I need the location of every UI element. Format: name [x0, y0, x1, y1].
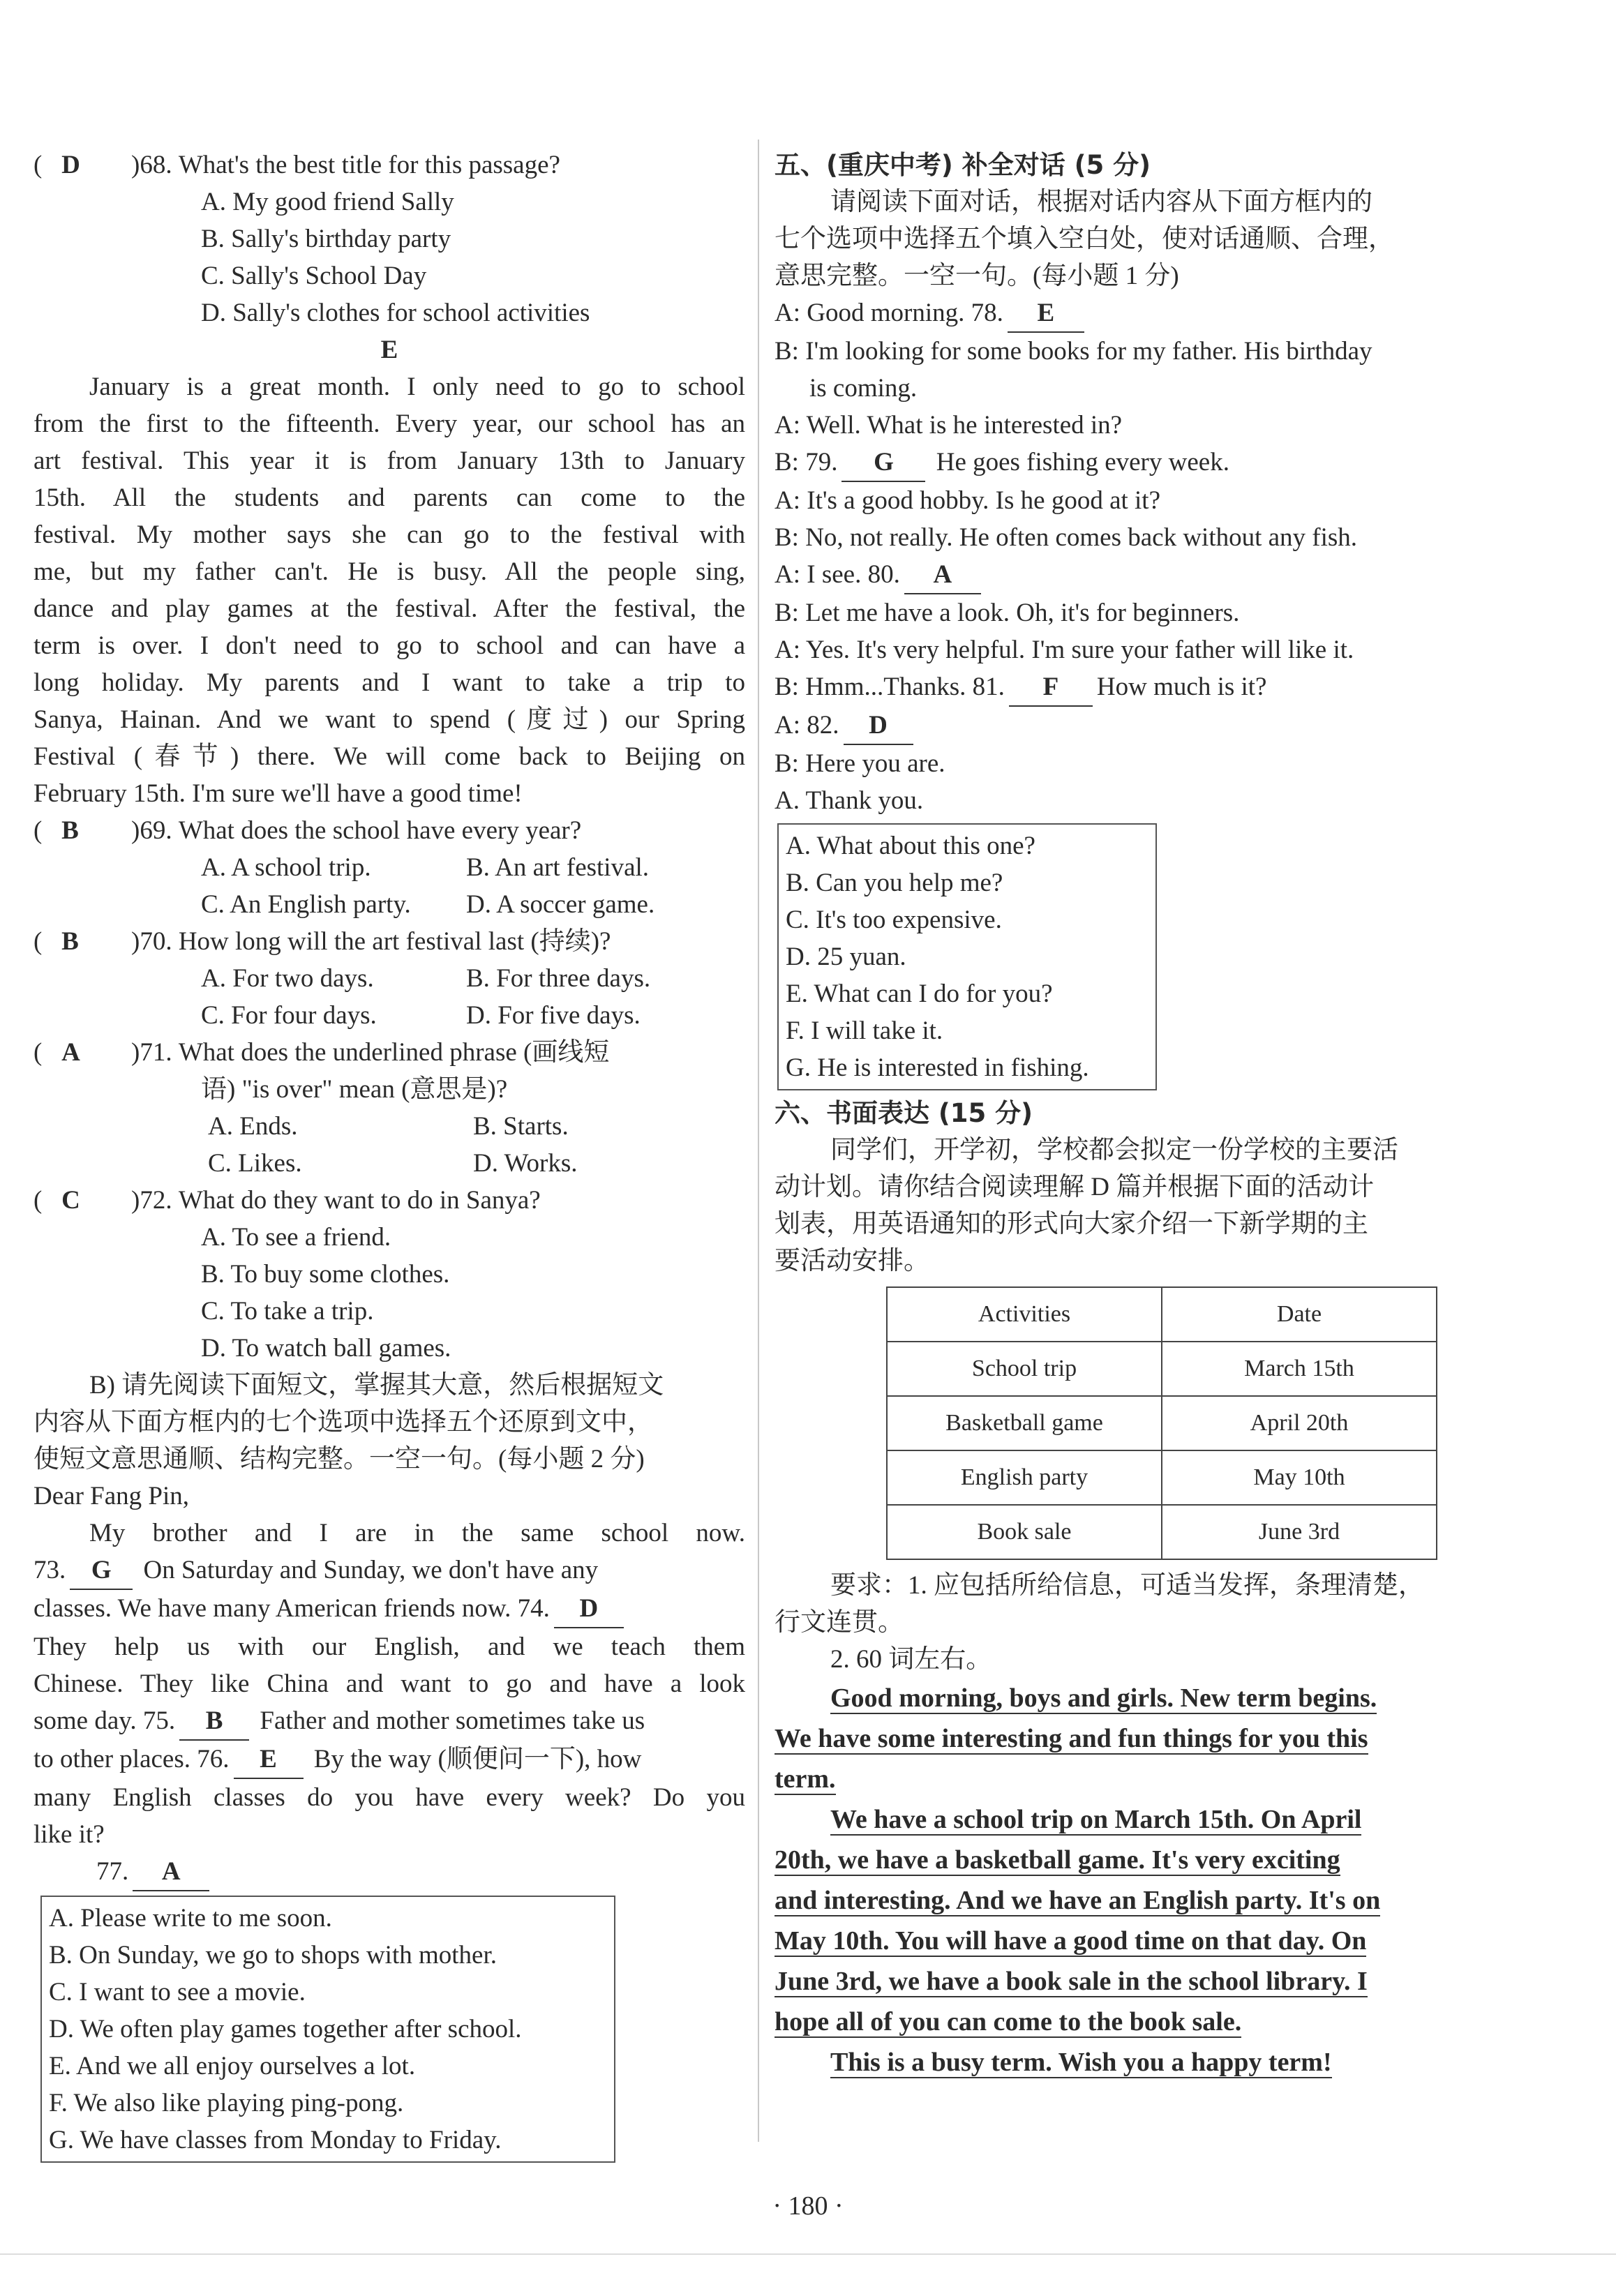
box-option: C. I want to see a movie. [49, 1978, 306, 2006]
right-column [775, 147, 1486, 2083]
passage-line: term is over. I don't need to go to school and can have a [33, 631, 745, 660]
question-72: ( C )72. What do they want to do in Sanya? [33, 1182, 745, 1219]
answer-78: E [1008, 294, 1084, 333]
passage-line: February 15th. I'm sure we'll have a good time! [33, 779, 523, 808]
instruction-line: 意思完整。一空一句。(每小题 1 分) [775, 262, 1179, 290]
table-cell: Book sale [887, 1505, 1162, 1559]
answer-76: E [234, 1741, 304, 1779]
dialogue-text: B: 79. [775, 448, 838, 477]
option: B. An art festival. [466, 853, 650, 882]
dialogue-line: B: Here you are. [775, 749, 945, 778]
instruction-line: 划表，用英语通知的形式向大家介绍一下新学期的主 [775, 1210, 1368, 1238]
answer-72: C [61, 1186, 80, 1215]
essay-line: Good morning, boys and girls. New term begins. [830, 1683, 1377, 1713]
left-column [33, 147, 745, 2167]
letter-text: Father and mother sometimes take us [260, 1706, 645, 1735]
dialogue-line: B: Let me have a look. Oh, it's for beginners. [775, 599, 1240, 627]
table-cell: Basketball game [887, 1396, 1162, 1450]
answer-70: B [61, 927, 79, 956]
answer-69: B [61, 816, 79, 845]
instruction-line: 使短文意思通顺、结构完整。一空一句。(每小题 2 分) [33, 1445, 645, 1473]
essay-line: and interesting. And we have an English party. It's on [775, 1886, 1381, 1915]
requirement-line: 2. 60 词左右。 [830, 1645, 992, 1674]
essay-line: We have a school trip on March 15th. On April [830, 1805, 1362, 1834]
table-cell: School trip [887, 1342, 1162, 1396]
option: C. Likes. [208, 1149, 302, 1178]
option: D. To watch ball games. [201, 1334, 451, 1363]
requirement-line: 要求：1. 应包括所给信息，可适当发挥，条理清楚， [830, 1571, 1424, 1600]
passage-line: long holiday. My parents and I want to take a trip to [33, 668, 745, 697]
q-num: )68. [131, 151, 172, 179]
essay-line: hope all of you can come to the book sale. [775, 2007, 1242, 2036]
box-option: A. Please write to me soon. [49, 1904, 332, 1933]
option: A. For two days. [201, 964, 374, 993]
options-box-dialogue [777, 823, 1157, 1090]
dialogue-text: A: I see. 80. [775, 560, 900, 589]
option: C. Sally's School Day [201, 262, 427, 290]
instruction-line: B) 请先阅读下面短文，掌握其大意，然后根据短文 [89, 1371, 664, 1400]
option-row [33, 1108, 745, 1145]
letter-text: some day. 75. [33, 1706, 176, 1735]
dialogue-line [775, 707, 1486, 745]
letter-text: classes. We have many American friends now. 74. [33, 1594, 550, 1623]
box-option: F. I will take it. [786, 1016, 943, 1045]
passage-line: January is a great month. I only need to go to school [89, 373, 745, 401]
instruction-line: 要活动安排。 [775, 1247, 929, 1275]
letter-line: Chinese. They like China and want to go and have a look [33, 1670, 745, 1698]
instruction-line: 同学们，开学初，学校都会拟定一份学校的主要活 [830, 1136, 1398, 1164]
passage-line: festival. My mother says she can go to the festival with [33, 520, 745, 549]
box-option: B. On Sunday, we go to shops with mother. [49, 1941, 497, 1969]
dialogue-line [775, 668, 1486, 707]
letter [33, 1478, 745, 1891]
blank-num: 73. [33, 1556, 66, 1584]
table-header: Date [1162, 1287, 1437, 1342]
section-6-title: 六、书面表达 (15 分) [775, 1098, 1033, 1128]
option: B. Sally's birthday party [201, 225, 451, 253]
answer-75: B [179, 1702, 249, 1741]
option: D. A soccer game. [466, 890, 655, 919]
question-text: What's the best title for this passage? [178, 151, 560, 179]
question-69: ( B )69. What does the school have every year? [33, 812, 745, 849]
footer-rule [0, 2253, 1616, 2255]
answer-74: D [554, 1590, 624, 1628]
dialogue-line: A: Well. What is he interested in? [775, 411, 1123, 440]
table-header: Activities [887, 1287, 1162, 1342]
dialogue-text: He goes fishing every week. [936, 448, 1229, 477]
table-header-row [887, 1287, 1437, 1342]
letter-text: to other places. 76. [33, 1745, 230, 1773]
dialogue-line: A: It's a good hobby. Is he good at it? [775, 486, 1161, 515]
letter-greeting: Dear Fang Pin, [33, 1482, 189, 1510]
passage-e [33, 368, 745, 812]
answer-82: D [844, 707, 913, 745]
option-row [33, 1145, 745, 1182]
box-option: F. We also like playing ping-pong. [49, 2089, 404, 2117]
answer-81: F [1009, 668, 1093, 707]
table-cell: June 3rd [1162, 1505, 1437, 1559]
essay-line: 20th, we have a basketball game. It's very exciting [775, 1845, 1340, 1875]
option: B. To buy some clothes. [201, 1260, 450, 1289]
passage-line: Festival (春节) there. We will come back to Beijing on [33, 742, 745, 771]
essay-line: We have some interesting and fun things for you this [775, 1724, 1368, 1753]
box-option: E. What can I do for you? [786, 980, 1053, 1008]
part-b-instructions [33, 1367, 745, 1478]
page-number: · 180 · [772, 2191, 844, 2221]
table-row [887, 1342, 1437, 1396]
passage-line: 15th. All the students and parents can come to the [33, 483, 745, 512]
dialogue-text: A: Good morning. 78. [775, 299, 1003, 327]
option: A. A school trip. [201, 853, 371, 882]
q-num: )72. [131, 1186, 172, 1215]
letter-text: On Saturday and Sunday, we don't have any [143, 1556, 599, 1584]
section-heading-e: E [380, 336, 398, 364]
letter-line: They help us with our English, and we teach them [33, 1633, 745, 1661]
question-text: What does the school have every year? [178, 816, 582, 845]
dialogue-line: B: I'm looking for some books for my father. His birthday [775, 337, 1372, 366]
instruction-line: 内容从下面方框内的七个选项中选择五个还原到文中， [33, 1408, 653, 1436]
section-5-title: 五、(重庆中考) 补全对话 (5 分) [775, 150, 1151, 180]
table-cell: English party [887, 1450, 1162, 1505]
answer-79: G [841, 444, 925, 482]
dialogue [775, 294, 1486, 819]
instruction-line: 请阅读下面对话，根据对话内容从下面方框内的 [830, 188, 1372, 216]
box-option: E. And we all enjoy ourselves a lot. [49, 2052, 416, 2080]
letter-line: many English classes do you have every week? Do you [33, 1783, 745, 1812]
box-option: C. It's too expensive. [786, 906, 1002, 934]
dialogue-line [775, 556, 1486, 594]
passage-line: dance and play games at the festival. After the festival, the [33, 594, 745, 623]
box-option: G. We have classes from Monday to Friday. [49, 2126, 502, 2154]
box-option: D. 25 yuan. [786, 943, 906, 971]
option: A. My good friend Sally [201, 188, 454, 216]
question-70: ( B )70. How long will the art festival last (持续)? [33, 923, 745, 960]
question-71: ( A )71. What does the underlined phrase (画线短 [33, 1034, 745, 1071]
box-option: D. We often play games together after school. [49, 2015, 522, 2043]
column-divider [758, 140, 759, 2142]
q-num: )70. [131, 927, 172, 956]
dialogue-line: is coming. [809, 374, 918, 403]
answer-77: A [133, 1853, 209, 1891]
blank-num: 77. [96, 1857, 129, 1886]
option: A. Ends. [208, 1112, 298, 1141]
letter-text: By the way (顺便问一下), how [313, 1745, 642, 1773]
option: D. For five days. [466, 1001, 641, 1030]
box-option: B. Can you help me? [786, 869, 1003, 897]
question-text: What do they want to do in Sanya? [178, 1186, 541, 1215]
table-cell: May 10th [1162, 1450, 1437, 1505]
table-cell: March 15th [1162, 1342, 1437, 1396]
option: B. For three days. [466, 964, 651, 993]
instruction-line: 动计划。请你结合阅读理解 D 篇并根据下面的活动计 [775, 1173, 1375, 1201]
table-row [887, 1396, 1437, 1450]
model-essay [775, 1678, 1486, 2083]
option-row [33, 886, 745, 923]
option: C. An English party. [201, 890, 411, 919]
essay-line: term. [775, 1764, 836, 1794]
letter-line [33, 1552, 745, 1590]
option: D. Works. [473, 1149, 578, 1178]
letter-line [33, 1590, 745, 1628]
box-option: A. What about this one? [786, 832, 1035, 860]
passage-line: from the first to the fifteenth. Every year, our school has an [33, 410, 745, 438]
essay-line: May 10th. You will have a good time on that day. On [775, 1926, 1367, 1956]
table-row [887, 1505, 1437, 1559]
answer-71: A [61, 1038, 80, 1067]
question-text-cont: 语) "is over" mean (意思是)? [201, 1075, 508, 1104]
question-text: What does the underlined phrase (画线短 [178, 1038, 610, 1067]
question-68: ( D )68. What's the best title for this passage? [33, 147, 745, 183]
dialogue-line [775, 444, 1486, 482]
passage-line: Sanya, Hainan. And we want to spend (度过) our Spring [33, 705, 745, 734]
dialogue-text: A: 82. [775, 711, 839, 740]
option: A. To see a friend. [201, 1223, 391, 1252]
letter-line [33, 1853, 745, 1891]
letter-line: like it? [33, 1820, 105, 1849]
dialogue-text: B: Hmm...Thanks. 81. [775, 673, 1005, 701]
dialogue-line: A. Thank you. [775, 786, 924, 815]
option-row [33, 997, 745, 1034]
instruction-line: 七个选项中选择五个填入空白处，使对话通顺、合理， [775, 225, 1394, 253]
passage-line: me, but my father can't. He is busy. All the people sing, [33, 557, 745, 586]
dialogue-text: How much is it? [1096, 673, 1267, 701]
q-num: )69. [131, 816, 172, 845]
answer-73: G [70, 1552, 133, 1590]
dialogue-line: A: Yes. It's very helpful. I'm sure your father will like it. [775, 636, 1354, 664]
option: C. For four days. [201, 1001, 377, 1030]
letter-line [33, 1702, 745, 1741]
box-option: G. He is interested in fishing. [786, 1053, 1089, 1082]
answer-80: A [904, 556, 981, 594]
letter-line: My brother and I are in the same school now. [89, 1519, 745, 1547]
requirement-line: 行文连贯。 [775, 1608, 904, 1637]
table-row [887, 1450, 1437, 1505]
option-row [33, 960, 745, 997]
option-row [33, 849, 745, 886]
essay-line: June 3rd, we have a book sale in the school library. I [775, 1967, 1368, 1996]
option: D. Sally's clothes for school activities [201, 299, 590, 327]
table-cell: April 20th [1162, 1396, 1437, 1450]
dialogue-line [775, 294, 1486, 333]
question-text: How long will the art festival last (持续)? [178, 927, 611, 956]
passage-line: art festival. This year it is from January 13th to January [33, 447, 745, 475]
answer-68: D [61, 151, 80, 179]
options-box-b [40, 1896, 615, 2163]
option: C. To take a trip. [201, 1297, 374, 1326]
q-num: )71. [131, 1038, 172, 1067]
dialogue-line: B: No, not really. He often comes back without any fish. [775, 523, 1358, 552]
essay-line: This is a busy term. Wish you a happy term! [830, 2048, 1332, 2077]
activity-table [886, 1286, 1437, 1560]
option: B. Starts. [473, 1112, 569, 1141]
letter-line [33, 1741, 745, 1779]
